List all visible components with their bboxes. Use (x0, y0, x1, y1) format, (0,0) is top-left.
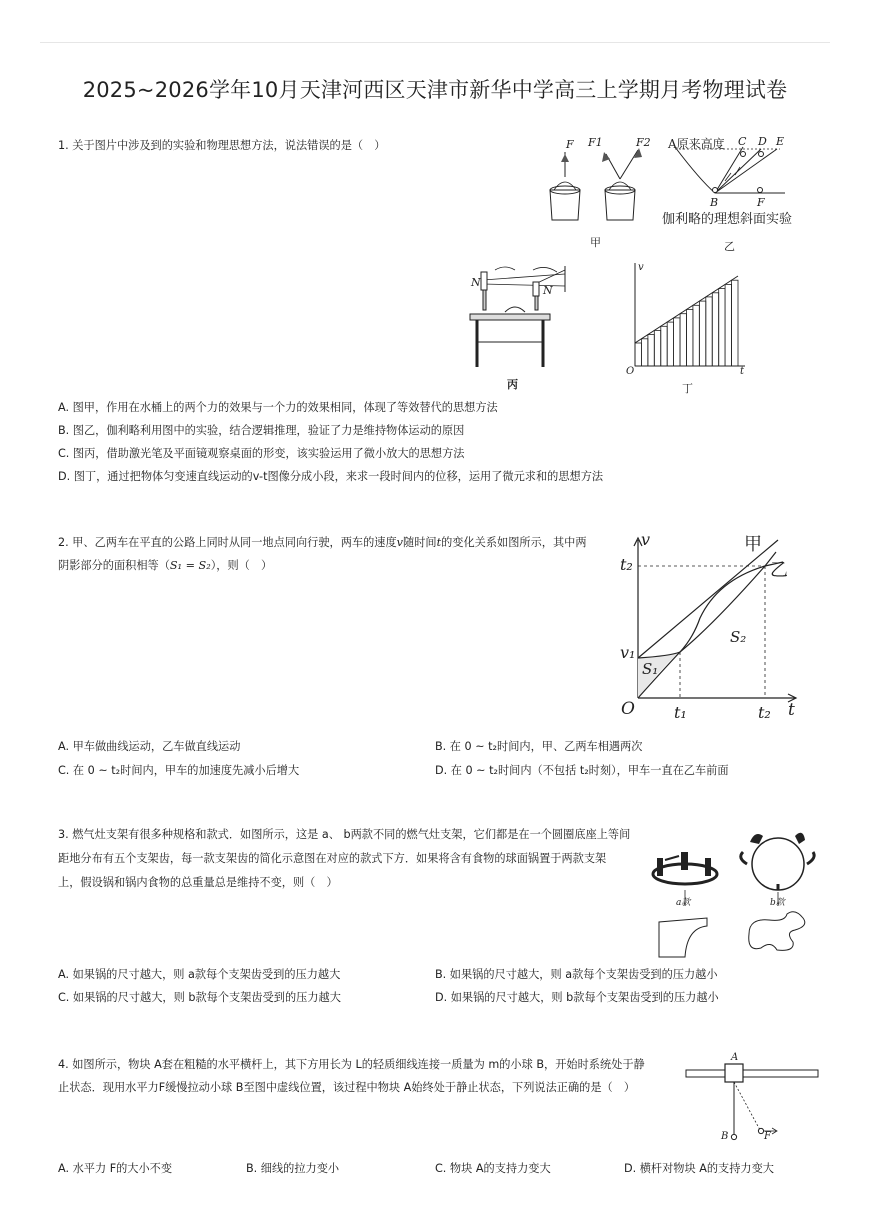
ding-micro-bar (635, 343, 641, 366)
question-2-stem-line1: 2. 甲、乙两车在平直的公路上同时从同一地点同向行驶，两车的速度v随时间t的变化关系如图所示，其中两 (58, 536, 587, 549)
ding-micro-bar (706, 297, 712, 366)
ding-micro-bar (719, 289, 725, 366)
q1-ding-axis-v: v (638, 262, 644, 273)
q1-point-f: F (757, 196, 765, 209)
q3-option-c[interactable]: C. 如果锅的尺寸越大，则 b款每个支架齿受到的压力越大 (58, 991, 341, 1004)
q1-label-yi: 乙 (724, 240, 735, 253)
q1-figure-jia (540, 132, 660, 247)
q1-ding-origin: O (626, 366, 635, 377)
q1-label-ding: 丁 (682, 382, 693, 395)
q4-option-c[interactable]: C. 物块 A的支持力变大 (435, 1162, 551, 1175)
q1-option-b[interactable]: B. 图乙，伽利略利用图中的实验，结合逻辑推理，验证了力是维持物体运动的原因 (58, 424, 465, 437)
q4-label-b: B (721, 1131, 729, 1142)
q3-option-d[interactable]: D. 如果锅的尺寸越大，则 b款每个支架齿受到的压力越小 (435, 991, 719, 1004)
question-3-stem-line2: 距地分布有五个支架齿，每一款支架齿的简化示意图在对应的款式下方．如果将含有食物的球面锅置于两款支架 (58, 852, 607, 865)
question-1-stem: 1. 关于图片中涉及到的实验和物理思想方法，说法错误的是（ ） (58, 139, 386, 152)
ding-micro-bar (680, 314, 686, 366)
q2-tick-t2: t₂ (758, 703, 771, 722)
ding-micro-bar (699, 301, 705, 366)
q1-mirror-n-right: N (543, 284, 553, 297)
ding-micro-bar (648, 335, 654, 366)
q3-label-b: b款 (770, 898, 785, 908)
q4-option-d[interactable]: D. 横杆对物块 A的支持力变大 (624, 1162, 774, 1175)
ding-micro-bar (725, 284, 731, 366)
q1-option-c[interactable]: C. 图丙，借助激光笔及平面镜观察桌面的形变，该实验运用了微小放大的思想方法 (58, 447, 465, 460)
q1-point-c: C (738, 135, 747, 148)
q1-galileo-caption: 伽利略的理想斜面实验 (662, 212, 793, 227)
q1-point-e: E (776, 135, 785, 148)
q2-area-s1: S₁ (642, 660, 659, 678)
q1-figure-ding (620, 258, 750, 373)
q1-galileo-original-height: A原来高度 (668, 137, 725, 151)
q3-option-b[interactable]: B. 如果锅的尺寸越大，则 a款每个支架齿受到的压力越小 (435, 968, 718, 981)
q1-ding-axis-t: t (740, 366, 745, 377)
question-3-stem-line1: 3. 燃气灶支架有很多种规格和款式．如图所示，这是 a、 b两款不同的燃气灶支架，它们都是在一个圆圈底座上等间 (58, 828, 631, 841)
ding-micro-bar (687, 310, 693, 367)
q1-point-d: D (758, 135, 767, 148)
q1-force-f: F (566, 138, 574, 151)
q2-origin: O (621, 699, 635, 719)
q1-option-a[interactable]: A. 图甲，作用在水桶上的两个力的效果与一个力的效果相同，体现了等效替代的思想方法 (58, 401, 498, 414)
q2-tick-v1: v₁ (620, 643, 636, 662)
q2-option-d[interactable]: D. 在 0 ~ t₂时间内（不包括 t₂时刻），甲车一直在乙车前面 (435, 764, 729, 777)
q1-figure-bing (465, 262, 575, 374)
q3-option-a[interactable]: A. 如果锅的尺寸越大，则 a款每个支架齿受到的压力越大 (58, 968, 341, 981)
q1-label-bing: 丙 (507, 378, 518, 391)
q2-option-c[interactable]: C. 在 0 ~ t₂时间内，甲车的加速度先减小后增大 (58, 764, 300, 777)
q2-curve-jia: 甲 (744, 534, 762, 555)
page-title: 2025~2026学年10月天津河西区天津市新华中学高三上学期月考物理试卷 (82, 78, 788, 102)
question-4-stem-line1: 4. 如图所示，物块 A套在粗糙的水平横杆上，其下方用长为 L的轻质细线连接一质量为 m的小球 B，开始时系统处于静 (58, 1058, 645, 1071)
question-4-stem-line2: 止状态．现用水平力F缓慢拉动小球 B至图中虚线位置，该过程中物块 A始终处于静止状态，下列说法正确的是（ ） (58, 1081, 636, 1094)
q1-label-jia: 甲 (590, 236, 601, 249)
q1-mirror-n-left: N (471, 276, 481, 289)
ding-micro-bar (661, 326, 667, 366)
q4-label-f: F (764, 1131, 771, 1142)
q4-figure-rod (682, 1052, 822, 1152)
q1-option-d[interactable]: D. 图丁，通过把物体匀变速直线运动的v-t图像分成小段，来求一段时间内的位移，运用了微元求和的思想方法 (58, 470, 604, 483)
ding-micro-bar (641, 339, 647, 366)
q4-option-a[interactable]: A. 水平力 F的大小不变 (58, 1162, 173, 1175)
question-3-stem-line3: 上，假设锅和锅内食物的总重量总是维持不变，则（ ） (58, 876, 338, 889)
q4-option-b[interactable]: B. 细线的拉力变小 (246, 1162, 340, 1175)
q1-force-f2: F2 (636, 136, 651, 149)
q2-tick-t1: t₁ (674, 703, 687, 722)
ding-micro-bar (654, 330, 660, 366)
q2-option-b[interactable]: B. 在 0 ~ t₂时间内，甲、乙两车相遇两次 (435, 740, 643, 753)
ding-micro-bar (712, 293, 718, 366)
q2-curve-yi: 乙 (770, 560, 788, 581)
q2-axis-t: t (788, 700, 795, 720)
q2-option-a[interactable]: A. 甲车做曲线运动，乙车做直线运动 (58, 740, 241, 753)
ding-micro-bar (667, 322, 673, 366)
ding-micro-bar (693, 305, 699, 366)
q2-tick-v2: t₂ (620, 555, 633, 574)
q1-force-f1: F1 (588, 136, 603, 149)
ding-micro-bar (674, 318, 680, 366)
ding-micro-bar (732, 280, 738, 366)
q1-point-b: B (710, 196, 719, 209)
question-2-stem-line2: 阴影部分的面积相等（S₁ = S₂），则（ ） (58, 559, 273, 572)
q3-figure-stands (645, 822, 825, 962)
q2-axis-v: v (641, 530, 651, 549)
header-divider (40, 42, 830, 43)
q3-label-a: a款 (676, 898, 691, 908)
q4-label-a: A (731, 1052, 739, 1063)
q2-area-s2: S₂ (730, 628, 747, 646)
